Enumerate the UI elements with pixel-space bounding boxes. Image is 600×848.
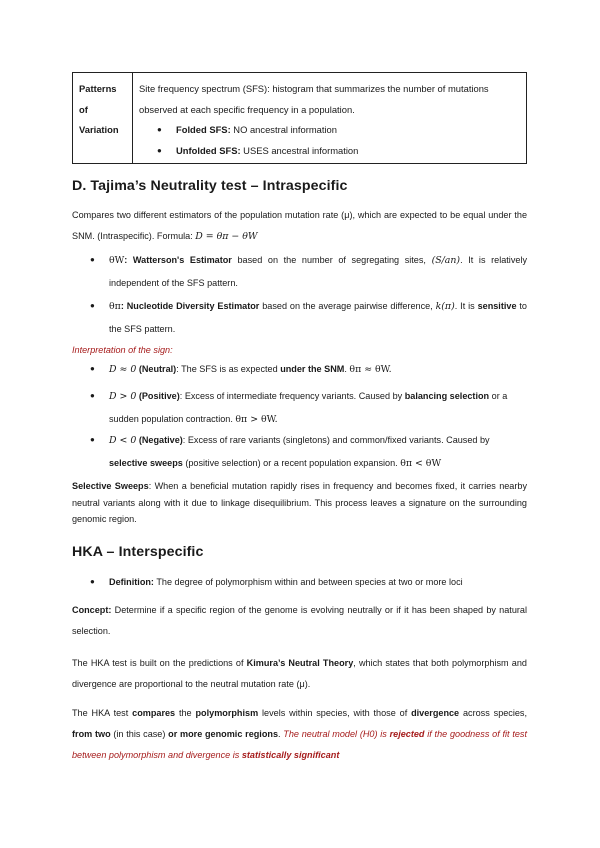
- positive-item: [90, 385, 527, 431]
- positive-math: D > 0: [109, 391, 137, 402]
- concept-label: Concept:: [72, 605, 112, 615]
- negative-math: D < 0: [109, 435, 137, 446]
- watterson-item: [90, 249, 527, 294]
- watterson-expr: (S/an): [431, 255, 461, 266]
- sfs-definition-line-2: observed at each specific frequency in a population.: [139, 103, 355, 115]
- folded-sfs-text: NO ancestral information: [230, 124, 337, 135]
- negative-expr: θπ < θW: [400, 458, 442, 469]
- hka-heading: HKA – Interspecific: [72, 544, 204, 560]
- table-header-cell: [73, 73, 133, 163]
- bullet-icon: ●: [90, 577, 95, 586]
- nucleotide-text: based on the average pairwise difference,: [259, 301, 436, 311]
- watterson-text-2: . It is relatively independent of the SFS pattern.: [109, 255, 527, 288]
- neutral-math: D ≈ 0: [109, 364, 137, 375]
- watterson-text: based on the number of segregating sites,: [231, 255, 432, 265]
- hypothesis-bold: rejected: [389, 729, 425, 739]
- compare-text: The HKA test: [72, 708, 133, 718]
- negative-text: : Excess of rare variants (singletons) and common/fixed variants. Caused by: [182, 435, 490, 445]
- bullet-icon: ●: [90, 391, 95, 400]
- compare-bold: divergence: [411, 708, 460, 718]
- positive-text-2: or a sudden population contraction.: [109, 391, 508, 424]
- compare-bold: polymorphism: [195, 708, 259, 718]
- positive-expr: θπ > θW.: [235, 414, 278, 425]
- kimura-text-2: , which states that both polymorphism and divergence are proportional to the neutral mutation rate (μ).: [72, 658, 527, 689]
- hypothesis-text: if the goodness of fit test between polymorphism and divergence is: [72, 729, 527, 760]
- compare-bold: from two: [72, 729, 111, 739]
- tajima-intro: [72, 205, 527, 247]
- tajima-heading: D. Tajima’s Neutrality test – Intraspecific: [72, 178, 348, 194]
- unfolded-sfs-text: USES ancestral information: [240, 144, 359, 156]
- compare-text: (in this case): [110, 729, 169, 739]
- selective-sweeps-text: : When a beneficial mutation rapidly rises in frequency and becomes fixed, it carries nearby neutral variants along with it due to linkage disequilibrium. This process leaves a signature on the surrounding genomic region.: [72, 481, 528, 524]
- watterson-label: : Watterson's Estimator: [124, 255, 232, 265]
- selective-sweeps-paragraph: [72, 478, 527, 528]
- compare-text: the: [175, 708, 196, 718]
- bullet-icon: ●: [90, 255, 95, 264]
- nucleotide-label: : Nucleotide Diversity Estimator: [120, 301, 260, 311]
- bullet-icon: ●: [90, 435, 95, 444]
- compare-paragraph: [72, 703, 527, 766]
- compare-bold: compares: [132, 708, 176, 718]
- tajima-intro-text: Compares two different estimators of the population mutation rate (μ), which are expected to be equal under the SNM. (Intraspecific). Formula:: [72, 210, 527, 241]
- unfolded-sfs-label: Unfolded SFS:: [176, 144, 241, 156]
- neutral-text-2: .: [344, 364, 350, 374]
- tajima-formula: D = θπ − θW: [195, 231, 258, 242]
- unfolded-sfs-item: [139, 141, 526, 162]
- watterson-symbol: θW: [109, 255, 125, 266]
- positive-bold: balancing selection: [404, 391, 490, 401]
- nucleotide-text-2: . It is: [454, 301, 478, 311]
- neutral-text: : The SFS is as expected: [176, 364, 281, 374]
- compare-text: across species,: [459, 708, 528, 718]
- folded-sfs-label: Folded SFS:: [176, 124, 231, 135]
- negative-text-2: (positive selection) or a recent population expansion.: [182, 458, 401, 468]
- neutral-item: [90, 358, 527, 381]
- compare-text: .: [278, 729, 284, 739]
- nucleotide-expr: k(π): [435, 301, 455, 312]
- definition-text: The degree of polymorphism within and between species at two or more loci: [153, 577, 463, 587]
- nucleotide-text-3: to the SFS pattern.: [109, 301, 527, 334]
- nucleotide-diversity-item: [90, 295, 527, 340]
- interpretation-label: Interpretation of the sign:: [72, 345, 173, 355]
- nucleotide-symbol: θπ: [109, 301, 121, 312]
- table-content-cell: [133, 73, 526, 163]
- bullet-icon: ●: [90, 364, 95, 373]
- hypothesis-text: The neutral model (H0) is: [283, 729, 390, 739]
- hypothesis-bold: statistically significant: [241, 750, 340, 760]
- definition-label: Definition:: [109, 577, 154, 587]
- neutral-bold: under the SNM: [280, 364, 345, 374]
- neutral-label: (Neutral): [136, 364, 177, 374]
- kimura-text: The HKA test is built on the predictions of: [72, 658, 247, 668]
- negative-item: [90, 429, 527, 475]
- nucleotide-bold: sensitive: [477, 301, 517, 311]
- positive-text: : Excess of intermediate frequency variants. Caused by: [179, 391, 405, 401]
- selective-sweeps-label: Selective Sweeps: [72, 481, 149, 491]
- folded-sfs-item: [139, 120, 526, 141]
- neutral-expr: θπ ≈ θW.: [349, 364, 392, 375]
- kimura-bold: Kimura’s Neutral Theory: [246, 658, 354, 668]
- bullet-icon: ●: [90, 301, 95, 310]
- concept-paragraph: [72, 600, 527, 642]
- compare-bold: or more genomic regions: [168, 729, 278, 739]
- compare-text: levels within species, with those of: [258, 708, 412, 718]
- concept-text: Determine if a specific region of the genome is evolving neutrally or if it has been shaped by natural selection.: [72, 605, 527, 636]
- positive-label: (Positive): [136, 391, 180, 401]
- table-header-line: Patterns: [79, 83, 117, 94]
- table-header-line: Variation: [79, 124, 119, 135]
- negative-label: (Negative): [136, 435, 183, 445]
- definition-item: [90, 571, 527, 593]
- negative-bold: selective sweeps: [109, 458, 183, 468]
- table-header-line: of: [79, 103, 88, 115]
- kimura-paragraph: [72, 653, 527, 695]
- sfs-definition-line-1: Site frequency spectrum (SFS): histogram that summarizes the number of mutations: [139, 83, 489, 94]
- patterns-table: [72, 72, 527, 164]
